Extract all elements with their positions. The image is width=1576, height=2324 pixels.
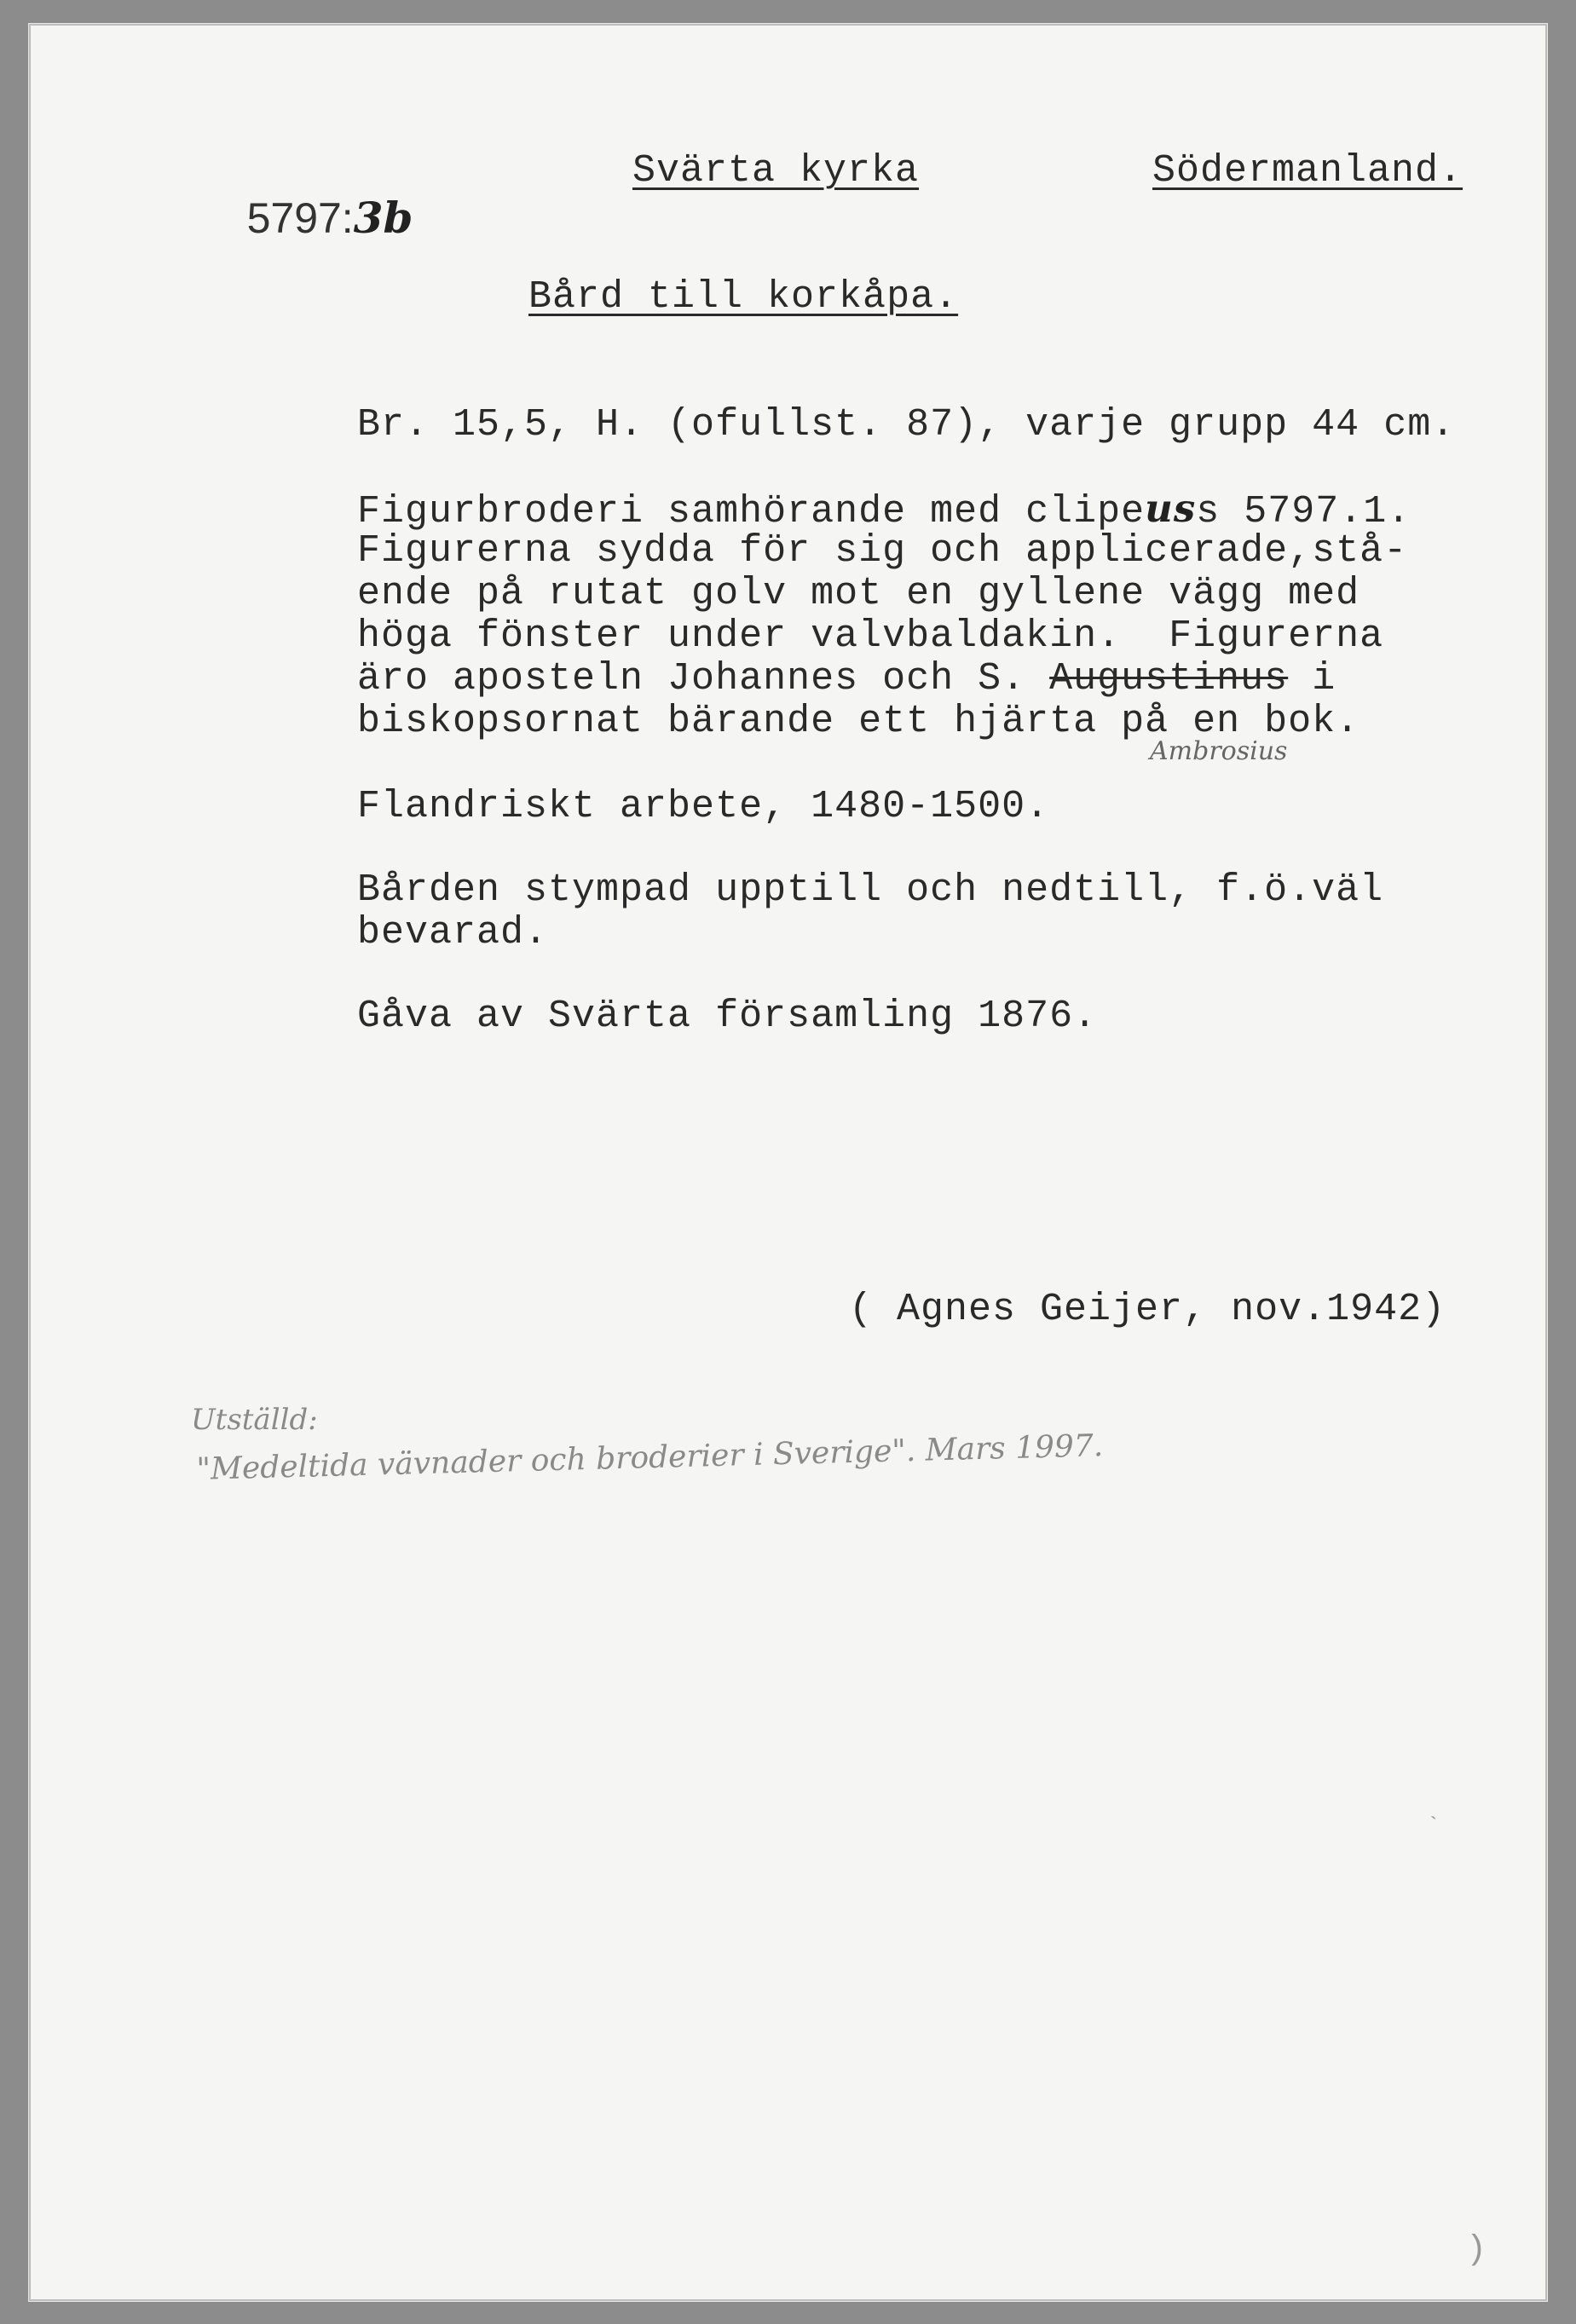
exhibition-label: Utställd: [191,1403,318,1437]
catalog-suffix: 3b [353,193,413,243]
description-line-6: biskopsornat bärande ett hjärta på en bok. [357,700,1360,743]
dimensions: Br. 15,5, H. (ofullst. 87), varje grupp 44 cm. [357,403,1456,447]
origin: Flandriskt arbete, 1480-1500. [357,785,1050,828]
condition-line-1: Bården stympad upptill och nedtill, f.ö.väl [357,868,1384,912]
struck-name: Augustinus [1049,657,1289,701]
province-name: Södermanland. [1152,149,1463,193]
provenance: Gåva av Svärta församling 1876. [357,995,1098,1038]
description-line-4: höga fönster under valvbaldakin. Figurerna [357,614,1384,658]
stray-mark: ) [1466,2231,1487,2269]
condition-line-2: bevarad. [357,911,549,954]
exhibition-note: "Medeltida vävnader och broderier i Sverige". Mars 1997. [196,1428,1104,1487]
description-line-5: äro aposteln Johannes och S. Augustinus i [357,657,1336,701]
author-signature: ( Agnes Geijer, nov.1942) [849,1288,1446,1331]
catalog-number: 5797:3b [246,193,413,243]
church-name: Svärta kyrka [632,149,920,193]
catalog-card [29,24,1547,2301]
description-line-1: Figurbroderi samhörande med clipeuss 5797.1. [357,486,1411,533]
handwritten-correction-ambrosius: Ambrosius [1150,736,1288,766]
description-line-3: ende på rutat golv mot en gyllene vägg med [357,572,1360,615]
stray-mark: ` [1427,1814,1440,1839]
handwritten-correction-us: us [1145,486,1197,531]
description-line-2: Figurerna sydda för sig och applicerade,stå- [357,529,1408,573]
object-title: Bård till korkåpa. [528,275,959,319]
